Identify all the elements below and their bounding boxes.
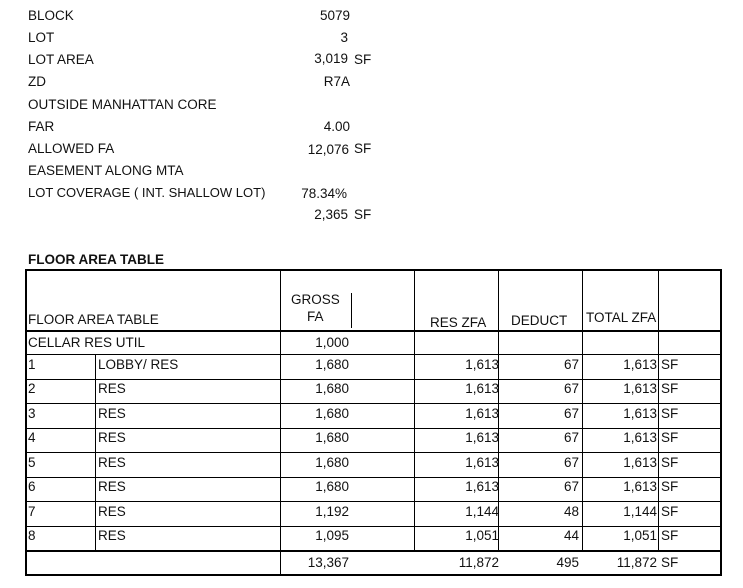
lot-label: LOT — [28, 30, 55, 45]
res-zfa: 1,613 — [465, 381, 499, 396]
total-zfa: 1,613 — [623, 455, 657, 470]
gross-fa: 1,192 — [315, 504, 349, 519]
total-zfa: 1,613 — [623, 357, 657, 372]
lot-coverage-label: LOT COVERAGE ( INT. SHALLOW LOT) — [28, 185, 266, 200]
col-rule-res-left — [414, 269, 415, 552]
res-zfa: 1,613 — [465, 406, 499, 421]
total-gross: 13,367 — [307, 555, 349, 570]
floor-number: 3 — [28, 406, 36, 421]
floor-number: 2 — [28, 381, 36, 396]
deduct: 67 — [563, 430, 579, 445]
floor-use: RES — [98, 381, 126, 396]
gross-fa: 1,680 — [315, 430, 349, 445]
col-rule-gross-header — [351, 293, 352, 328]
row-rule — [25, 501, 720, 502]
total-unit: SF — [661, 555, 679, 570]
deduct: 67 — [563, 406, 579, 421]
cellar-label: CELLAR RES UTIL — [28, 335, 146, 350]
easement-label: EASEMENT ALONG MTA — [28, 163, 184, 178]
col-rule-use-left — [95, 355, 96, 552]
deduct: 44 — [563, 528, 579, 543]
block-value: 5079 — [319, 8, 350, 23]
coverage-area-unit: SF — [354, 207, 372, 222]
total-zfa: 1,613 — [623, 381, 657, 396]
gross-fa: 1,680 — [315, 406, 349, 421]
lot-value: 3 — [340, 30, 348, 45]
gross-fa: 1,680 — [315, 381, 349, 396]
block-label: BLOCK — [28, 8, 74, 23]
res-zfa: 1,613 — [465, 479, 499, 494]
total-zfa: 1,613 — [623, 479, 657, 494]
floor-area-section-title: FLOOR AREA TABLE — [28, 252, 164, 267]
floor-use: RES — [98, 504, 126, 519]
deduct: 67 — [563, 357, 579, 372]
unit: SF — [661, 406, 679, 421]
total-zfa: 1,613 — [623, 430, 657, 445]
total-zfa: 1,613 — [623, 406, 657, 421]
floor-area-table — [25, 269, 720, 574]
row-rule — [25, 403, 720, 404]
cellar-gross: 1,000 — [315, 335, 349, 350]
col-rule-total-left — [582, 269, 583, 552]
col-rule-unit-left — [658, 269, 659, 552]
total-zfa: 1,144 — [623, 504, 657, 519]
total-total-zfa: 11,872 — [616, 555, 657, 570]
unit: SF — [661, 479, 679, 494]
lot-area-value: 3,019 — [314, 51, 348, 66]
deduct: 48 — [563, 504, 579, 519]
res-zfa: 1,051 — [465, 528, 499, 543]
header-gross-line1: GROSS — [291, 292, 340, 307]
lot-area-unit: SF — [354, 52, 372, 67]
far-value: 4.00 — [323, 119, 350, 134]
gross-fa: 1,680 — [315, 455, 349, 470]
lot-coverage-value: 78.34% — [301, 186, 347, 201]
header-deduct: DEDUCT — [511, 313, 568, 328]
floor-use: RES — [98, 430, 126, 445]
deduct: 67 — [563, 381, 579, 396]
col-rule-gross-left — [280, 269, 281, 574]
unit: SF — [661, 528, 679, 543]
coverage-area-value: 2,365 — [314, 207, 348, 222]
total-zfa: 1,051 — [623, 528, 657, 543]
unit: SF — [661, 504, 679, 519]
deduct: 67 — [563, 479, 579, 494]
total-deduct: 495 — [556, 555, 579, 570]
floor-use: RES — [98, 455, 126, 470]
floor-use: LOBBY/ RES — [98, 357, 179, 372]
zd-label: ZD — [28, 74, 46, 89]
unit: SF — [661, 430, 679, 445]
floor-number: 4 — [28, 430, 36, 445]
floor-number: 5 — [28, 455, 36, 470]
unit: SF — [661, 357, 679, 372]
far-label: FAR — [28, 119, 55, 134]
allowed-fa-label: ALLOWED FA — [28, 141, 115, 156]
row-rule — [25, 452, 720, 453]
gross-fa: 1,680 — [315, 479, 349, 494]
row-rule — [25, 379, 720, 380]
zd-value: R7A — [323, 74, 350, 89]
row-rule — [25, 477, 720, 478]
gross-fa: 1,680 — [315, 357, 349, 372]
allowed-fa-unit: SF — [354, 141, 372, 156]
res-zfa: 1,613 — [465, 357, 499, 372]
floor-number: 8 — [28, 528, 36, 543]
lot-area-label: LOT AREA — [28, 52, 94, 67]
floor-use: RES — [98, 528, 126, 543]
header-res-zfa: RES ZFA — [430, 315, 487, 330]
unit: SF — [661, 381, 679, 396]
row-rule — [25, 428, 720, 429]
floor-number: 7 — [28, 504, 36, 519]
row-rule — [25, 526, 720, 527]
header-gross-line2: FA — [307, 309, 324, 324]
gross-fa: 1,095 — [315, 528, 349, 543]
res-zfa: 1,613 — [465, 430, 499, 445]
floor-use: RES — [98, 406, 126, 421]
res-zfa: 1,144 — [465, 504, 499, 519]
header-total-zfa: TOTAL ZFA — [586, 310, 657, 325]
deduct: 67 — [563, 455, 579, 470]
total-res-zfa: 11,872 — [458, 555, 499, 570]
res-zfa: 1,613 — [465, 455, 499, 470]
floor-use: RES — [98, 479, 126, 494]
header-name: FLOOR AREA TABLE — [28, 312, 159, 327]
floor-number: 6 — [28, 479, 36, 494]
floor-number: 1 — [28, 357, 36, 372]
unit: SF — [661, 455, 679, 470]
outside-manhattan-core-label: OUTSIDE MANHATTAN CORE — [28, 97, 217, 112]
allowed-fa-value: 12,076 — [307, 142, 349, 157]
